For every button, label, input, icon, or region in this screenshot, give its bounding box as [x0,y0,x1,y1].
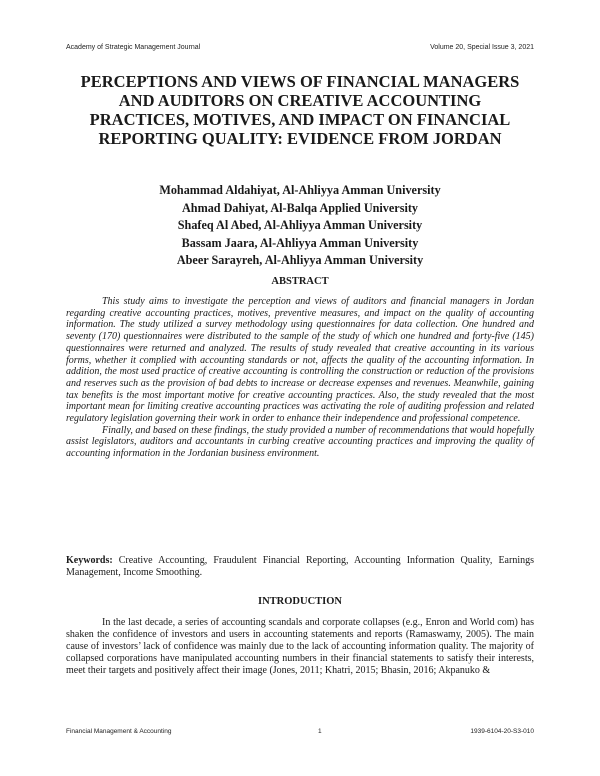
keywords-text: Creative Accounting, Fraudulent Financial Reporting, Accounting Information Quality, Earnings Management, Income Smoothing. [66,555,534,578]
author-list [70,182,530,270]
keywords-label: Keywords: [66,555,113,566]
author-line: Mohammad Aldahiyat, Al-Ahliyya Amman University [159,183,441,197]
volume-info: Volume 20, Special Issue 3, 2021 [430,44,534,51]
author-line: Bassam Jaara, Al-Ahliyya Amman University [181,235,419,250]
paper-title: PERCEPTIONS AND VIEWS OF FINANCIAL MANAGERS AND AUDITORS ON CREATIVE ACCOUNTING PRACTICES, MOTIVES, AND IMPACT ON FINANCIAL REPORTING QUALITY: EVIDENCE FROM JORDAN [80,72,520,148]
keywords [66,555,534,579]
abstract-paragraph: This study aims to investigate the perception and views of auditors and financial managers in Jordan regarding creative accounting practices, motives, preventive measures, and impact on the quality of accounting information. The study utilized a survey methodology using questionnaires for data collection. One hundred and seventy (170) questionnaires were distributed to the sample of the study of which one hundred and forty-five (145) questionnaires were returned and analyzed. The results of study revealed that creative accounting in its various forms, whether it complied with accounting standards or not, affects the quality of the accounting information. In addition, the most used practice of creative accounting is controlling the construction or reduction of the provisions and reserves such as the provision of bad debts to increase or decrease expenses and revenues. Meanwhile, gaining tax benefits is the most important motive for creative accounting practices. Also, the study revealed that the most important mean for limiting creative accounting practices was activating the role of auditing profession and related regulatory legislation governing their work in order to enhance their independence and professional competence. [66,296,534,425]
abstract-paragraph: Finally, and based on these findings, the study provided a number of recommendations that would hopefully assist legislators, auditors and accountants in curbing creative accounting practices and improving the quality of accounting information in the Jordanian business environment. [66,424,534,460]
author-line: Ahmad Dahiyat, Al-Balqa Applied University [181,200,418,215]
introduction-heading: INTRODUCTION [257,596,342,607]
page-number: 1 [318,728,322,735]
author-line: Abeer Sarayreh, Al-Ahliyya Amman University [176,253,424,268]
footer-section: Financial Management & Accounting [66,728,172,735]
journal-name: Academy of Strategic Management Journal [66,44,201,51]
author-line: Shafeq Al Abed, Al-Ahliyya Amman University [177,218,423,233]
abstract-body [66,296,534,460]
abstract-heading: ABSTRACT [271,276,329,287]
issn: 1939-6104-20-S3-010 [470,728,534,735]
introduction-body [66,617,534,677]
introduction-paragraph: In the last decade, a series of accounting scandals and corporate collapses (e.g., Enron and World com) has shaken the confidence of investors and users in accounting statements and reports (Ramaswamy, 2005). The main cause of investors’ lack of confidence was mainly due to the lack of accounting information quality. The majority of collapsed corporations have manipulated accounting numbers in their financial statements to satisfy their interests, meet their targets and positively affect their image (Jones, 2011; Khatri, 2015; Bhasin, 2016; Akpanuko & [66,617,534,676]
